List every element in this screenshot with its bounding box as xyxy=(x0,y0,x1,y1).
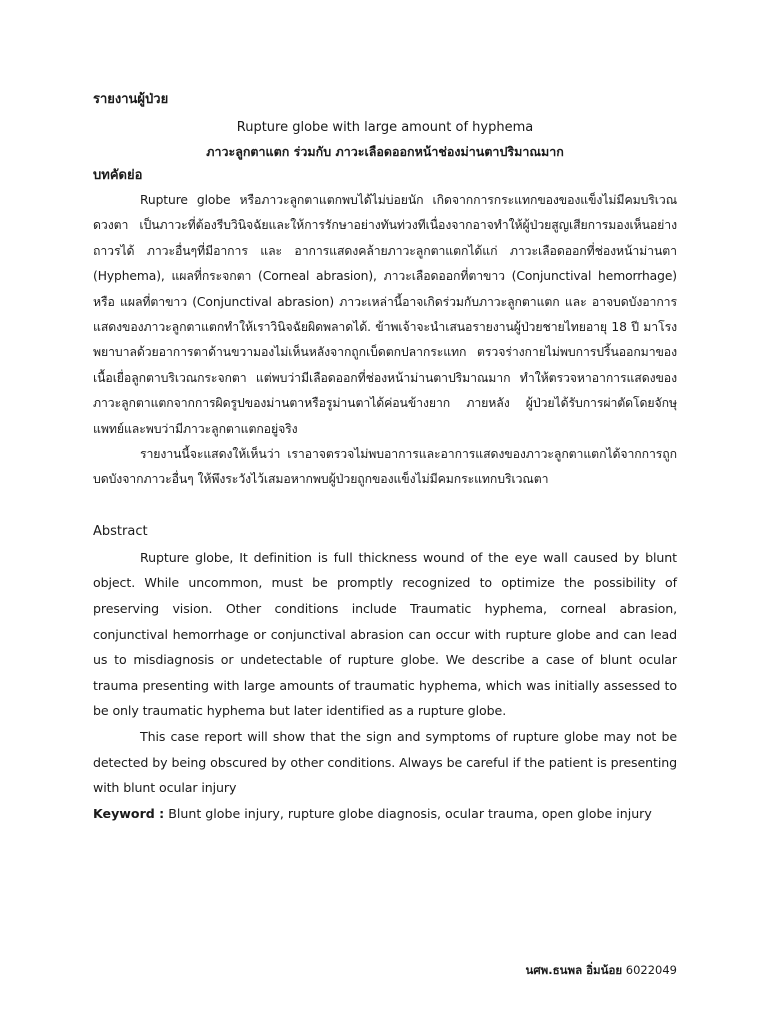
report-type-label: รายงานผู้ป่วย xyxy=(93,92,169,107)
title-thai: ภาวะลูกตาแตก ร่วมกับ ภาวะเลือดออกหน้าช่องม่านตาปริมาณมาก xyxy=(206,144,564,159)
thai-abstract-paragraph-2: รายงานนี้จะแสดงให้เห็นว่า เราอาจตรวจไม่พบอาการและอาการแสดงของภาวะลูกตาแตกได้จากการถูกบดบังจากภาวะอื่นๆ ให้พึงระวังไว้เสมอหากพบผู้ป่วยถูกของแข็งไม่มีคมกระแทกบริเวณตา xyxy=(93,447,677,487)
student-id: 6022049 xyxy=(625,963,677,977)
thai-abstract-paragraph-1: Rupture globe หรือภาวะลูกตาแตกพบได้ไม่บ่อยนัก เกิดจากการกระแทกของของแข็งไม่มีคมบริเวณดวงตา เป็นภาวะที่ต้องรีบวินิจฉัยและให้การรักษาอย่างทันท่วงทีเนื่องจากอาจทำให้ผู้ป่วยสูญเสียการมองเห็นอย่างถาวรได้ ภาวะอื่นๆที่มีอาการ และ อาการแสดงคล้ายภาวะลูกตาแตกได้แก่ ภาวะเลือดออกที่ช่องหน้าม่านตา (Hyphema), แผลที่กระจกตา (Corneal abrasion), ภาวะเลือดออกที่ตาขาว (Conjunctival hemorrhage) หรือ แผลที่ตาขาว (Conjunctival abrasion) ภาวะเหล่านี้อาจเกิดร่วมกับภาวะลูกตาแตก และ อาจบดบังอาการแสดงของภาวะลูกตาแตกทำให้เราวินิจฉัยผิดพลาดได้. ข้าพเจ้าจะนำเสนอรายงานผู้ป่วยชายไทยอายุ 18 ปี มาโรงพยาบาลด้วยอาการตาด้านขวามองไม่เห็นหลังจากถูกเบ็ดตกปลากระแทก ตรวจร่างกายไม่พบการปริ้นออกมาของเนื้อเยื่อลูกตาบริเวณกระจกตา แต่พบว่ามีเลือดออกที่ช่องหน้าม่านตาปริมาณมาก ทำให้ตรวจหาอาการแสดงของภาวะลูกตาแตกจากการผิดรูปของม่านตาหรือรูม่านตาได้ค่อนข้างยาก ภายหลัง ผู้ป่วยได้รับการผ่าตัดโดยจักษุแพทย์และพบว่ามีภาวะลูกตาแตกอยู่จริง xyxy=(93,193,677,436)
keyword-label: Keyword : xyxy=(93,805,165,821)
english-abstract-paragraph-1: Rupture globe, It definition is full thickness wound of the eye wall caused by blunt object. While uncommon, must be promptly recognized to optimize the possibility of preserving vision. Other conditions include Traumatic hyphema, corneal abrasion, conjunctival hemorrhage or conjunctival abrasion can occur with rupture globe and can lead us to misdiagnosis or undetectable of rupture globe. We describe a case of blunt ocular trauma presenting with large amounts of traumatic hyphema, which was initially assessed to be only traumatic hyphema but later identified as a rupture globe. xyxy=(93,549,677,719)
title-english: Rupture globe with large amount of hyphema xyxy=(236,120,534,135)
document-page xyxy=(93,88,677,826)
keywords-line xyxy=(93,801,677,827)
thai-abstract-heading: บทคัดย่อ xyxy=(93,168,143,183)
keyword-list: Blunt globe injury, rupture globe diagnosis, ocular trauma, open globe injury xyxy=(168,805,652,821)
english-abstract-paragraph-2: This case report will show that the sign and symptoms of rupture globe may not be detected by being obscured by other conditions. Always be careful if the patient is presenting with blunt ocular injury xyxy=(93,729,677,796)
author-name: นศพ.ธนพล อิ่มน้อย xyxy=(525,963,623,977)
author-footer xyxy=(526,962,678,978)
english-abstract-heading: Abstract xyxy=(93,523,148,539)
section-spacer xyxy=(93,493,677,519)
